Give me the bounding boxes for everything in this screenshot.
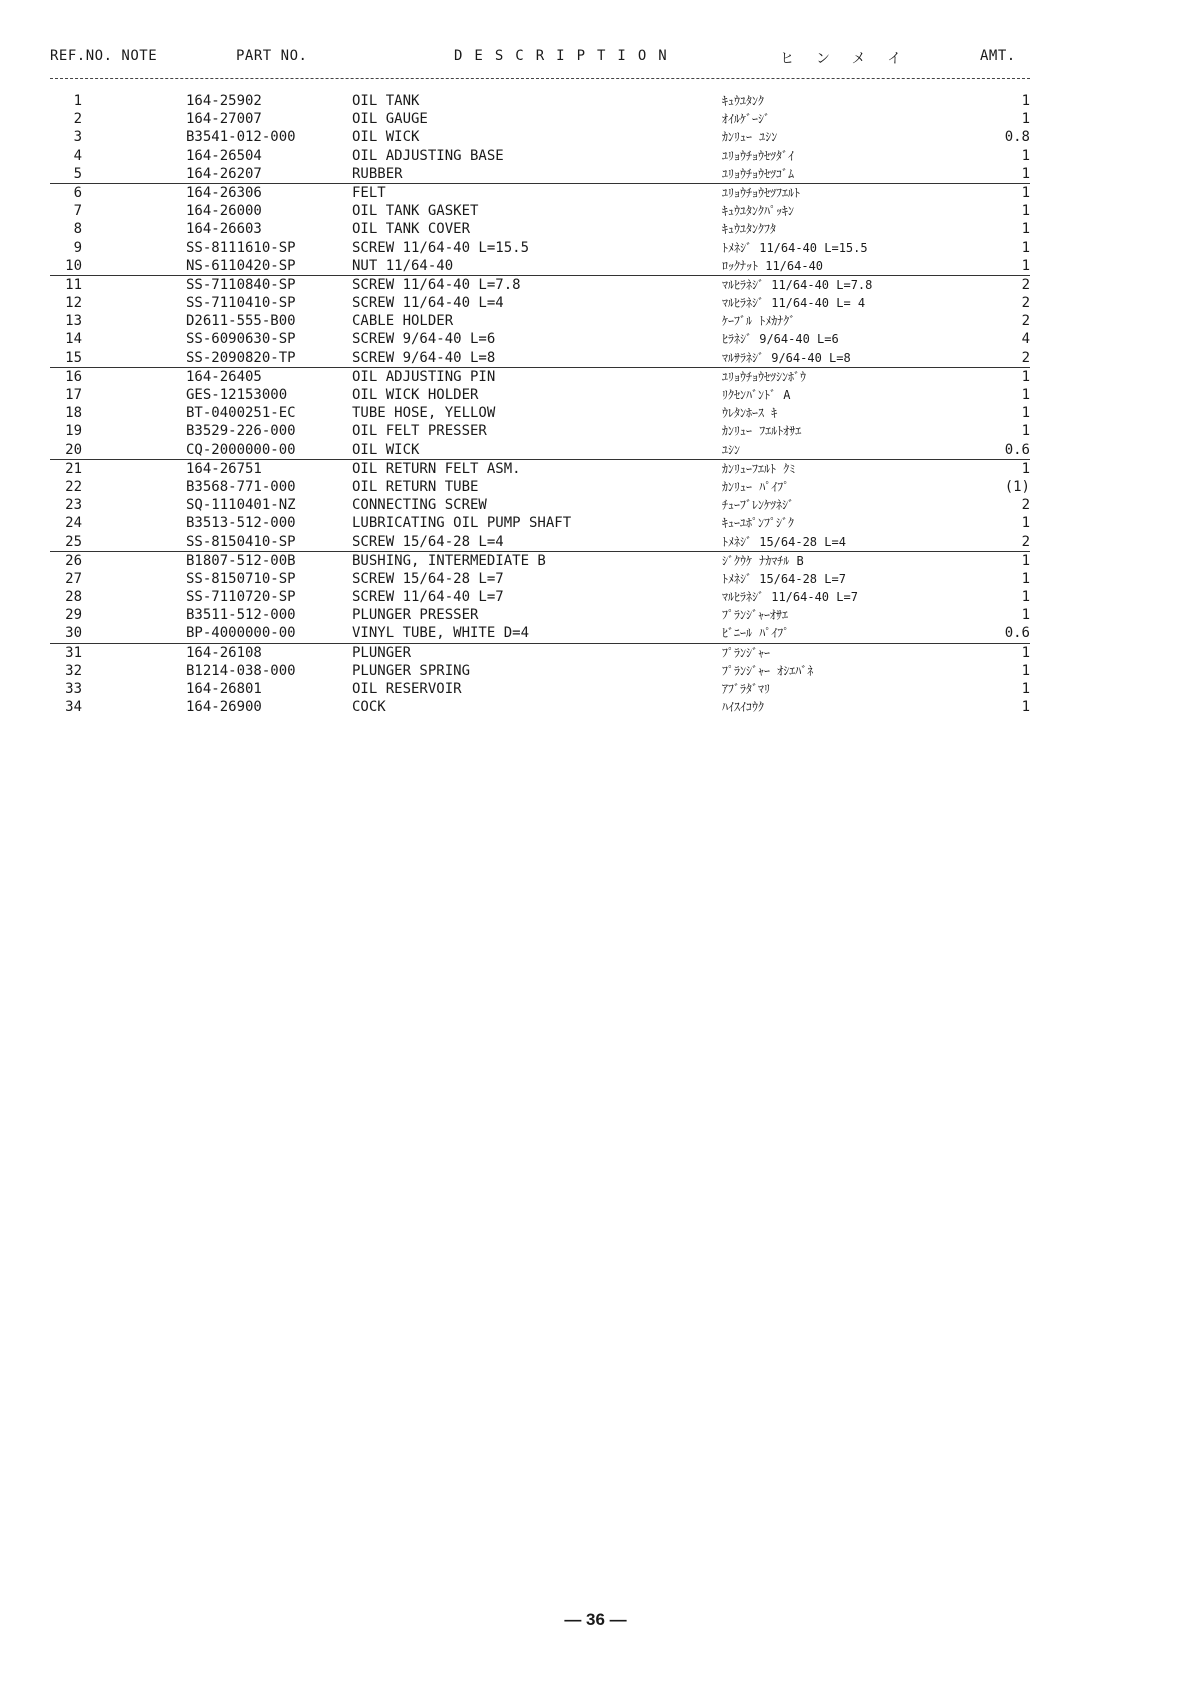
table-row bbox=[50, 624, 1030, 643]
amount: 1 bbox=[1021, 184, 1030, 201]
table-row bbox=[50, 460, 1030, 478]
ref-number: 18 bbox=[65, 405, 82, 422]
table-row bbox=[50, 644, 1030, 662]
amount: 1 bbox=[1021, 681, 1030, 697]
ref-number: 16 bbox=[65, 368, 82, 385]
description: SCREW 11/64-40 L=7 bbox=[352, 589, 504, 606]
part-number: 164-26801 bbox=[186, 681, 262, 697]
amount: 1 bbox=[1021, 165, 1030, 182]
header-amt: AMT. bbox=[980, 48, 1016, 64]
kana-name: ｶﾝﾘｭｰ ﾊﾟｲﾌﾟ bbox=[722, 479, 790, 494]
table-row bbox=[50, 588, 1030, 606]
part-number: BP-4000000-00 bbox=[186, 625, 296, 642]
table-row bbox=[50, 680, 1030, 698]
part-number: SS-7110840-SP bbox=[186, 276, 296, 293]
amount: 1 bbox=[1021, 239, 1030, 256]
kana-name: ﾕﾘｮｳﾁｮｳｾﾂｺﾞﾑ bbox=[722, 166, 795, 181]
kana-name: ｶﾝﾘｭｰﾌｴﾙﾄ ｸﾐ bbox=[722, 461, 796, 476]
ref-number: 3 bbox=[73, 129, 82, 146]
description: RUBBER bbox=[352, 165, 403, 182]
description: SCREW 15/64-28 L=7 bbox=[352, 570, 504, 587]
kana-name: ﾘｸｾﾝﾊﾞﾝﾄﾞ A bbox=[722, 388, 791, 402]
part-number: SS-2090820-TP bbox=[186, 349, 296, 366]
amount: 0.8 bbox=[1004, 129, 1030, 146]
amount: 1 bbox=[1021, 147, 1030, 164]
part-number: 164-26306 bbox=[186, 184, 262, 201]
description: SCREW 11/64-40 L=15.5 bbox=[352, 239, 530, 256]
kana-name: ﾕﾘｮｳﾁｮｳｾﾂｼﾝﾎﾞｳ bbox=[722, 369, 807, 384]
table-row bbox=[50, 239, 1030, 257]
part-number: B3529-226-000 bbox=[186, 423, 296, 440]
ref-number: 17 bbox=[65, 387, 82, 403]
kana-name: ｳﾚﾀﾝﾎｰｽ ｷ bbox=[722, 406, 778, 421]
header-description: DESCRIPTION bbox=[454, 48, 679, 64]
part-number: B3541-012-000 bbox=[186, 129, 296, 146]
table-row bbox=[50, 386, 1030, 404]
description: LUBRICATING OIL PUMP SHAFT bbox=[352, 515, 572, 532]
kana-name: ﾄﾒﾈｼﾞ 15/64-28 L=4 bbox=[722, 534, 846, 549]
kana-name: ﾕｼﾝ bbox=[722, 442, 741, 457]
ref-number: 29 bbox=[65, 607, 82, 624]
kana-name: ｷｭｳﾕﾀﾝｸﾌﾀ bbox=[722, 222, 777, 237]
table-row bbox=[50, 404, 1030, 422]
part-number: SS-7110720-SP bbox=[186, 589, 296, 606]
parts-table bbox=[50, 92, 1030, 716]
part-number: BT-0400251-EC bbox=[186, 405, 296, 422]
kana-name: ﾁｭｰﾌﾞﾚﾝｹﾂﾈｼﾞ bbox=[722, 498, 795, 513]
kana-name: ｱﾌﾞﾗﾀﾞﾏﾘ bbox=[722, 682, 771, 696]
header-ref-note: REF.NO. NOTE bbox=[50, 48, 158, 64]
ref-number: 8 bbox=[73, 221, 82, 238]
table-row bbox=[50, 202, 1030, 220]
amount: 2 bbox=[1021, 276, 1030, 293]
description: OIL FELT PRESSER bbox=[352, 423, 487, 440]
amount: 1 bbox=[1021, 552, 1030, 569]
description: OIL WICK HOLDER bbox=[352, 387, 479, 403]
table-row bbox=[50, 368, 1030, 386]
header-part-no: PART NO. bbox=[236, 48, 308, 64]
kana-name: ﾛｯｸﾅｯﾄ 11/64-40 bbox=[722, 258, 824, 273]
description: OIL TANK COVER bbox=[352, 221, 471, 238]
part-number: 164-26751 bbox=[186, 460, 262, 477]
part-number: 164-26603 bbox=[186, 221, 262, 238]
ref-number: 9 bbox=[73, 239, 82, 256]
description: OIL WICK bbox=[352, 129, 420, 146]
kana-name: ﾋﾞﾆｰﾙ ﾊﾟｲﾌﾟ bbox=[722, 626, 790, 641]
table-row bbox=[50, 422, 1030, 440]
part-number: GES-12153000 bbox=[186, 387, 288, 403]
description: OIL TANK GASKET bbox=[352, 203, 479, 220]
table-row bbox=[50, 128, 1030, 146]
amount: 1 bbox=[1021, 570, 1030, 587]
description: SCREW 9/64-40 L=8 bbox=[352, 349, 496, 366]
table-row bbox=[50, 257, 1030, 276]
part-number: SS-7110410-SP bbox=[186, 295, 296, 312]
table-header bbox=[50, 48, 1030, 72]
part-number: NS-6110420-SP bbox=[186, 257, 296, 274]
ref-number: 6 bbox=[73, 184, 82, 201]
amount: 1 bbox=[1021, 607, 1030, 624]
part-number: B1807-512-00B bbox=[186, 552, 296, 569]
description: BUSHING, INTERMEDIATE B bbox=[352, 552, 546, 569]
ref-number: 30 bbox=[65, 625, 82, 642]
ref-number: 11 bbox=[65, 276, 82, 293]
amount: 0.6 bbox=[1004, 625, 1030, 642]
amount: 2 bbox=[1021, 313, 1030, 330]
description: COCK bbox=[352, 699, 386, 716]
description: SCREW 15/64-28 L=4 bbox=[352, 533, 504, 550]
kana-name: ﾌﾟﾗﾝｼﾞｬｰｵｻｴ bbox=[722, 608, 789, 623]
amount: 1 bbox=[1021, 515, 1030, 532]
table-row bbox=[50, 514, 1030, 532]
table-row bbox=[50, 147, 1030, 165]
part-number: SS-8111610-SP bbox=[186, 239, 296, 256]
header-divider bbox=[50, 78, 1030, 79]
ref-number: 25 bbox=[65, 533, 82, 550]
description: SCREW 11/64-40 L=7.8 bbox=[352, 276, 521, 293]
part-number: SS-8150710-SP bbox=[186, 570, 296, 587]
amount: 1 bbox=[1021, 589, 1030, 606]
description: OIL RETURN TUBE bbox=[352, 478, 479, 495]
description: PLUNGER SPRING bbox=[352, 662, 471, 679]
part-number: CQ-2000000-00 bbox=[186, 441, 296, 458]
amount: 1 bbox=[1021, 423, 1030, 440]
part-number: B1214-038-000 bbox=[186, 662, 296, 679]
kana-name: ﾄﾒﾈｼﾞ 11/64-40 L=15.5 bbox=[722, 240, 868, 255]
table-row bbox=[50, 330, 1030, 348]
part-number: D2611-555-B00 bbox=[186, 313, 296, 330]
ref-number: 12 bbox=[65, 295, 82, 312]
ref-number: 33 bbox=[65, 681, 82, 697]
amount: 2 bbox=[1021, 533, 1030, 550]
description: FELT bbox=[352, 184, 386, 201]
description: OIL RETURN FELT ASM. bbox=[352, 460, 521, 477]
kana-name: ﾊｲｽｲｺｳｸ bbox=[722, 700, 765, 715]
part-number: 164-26000 bbox=[186, 203, 262, 220]
kana-name: ｷｭｰﾕﾎﾟﾝﾌﾟｼﾞｸ bbox=[722, 516, 795, 531]
table-row bbox=[50, 184, 1030, 202]
ref-number: 20 bbox=[65, 441, 82, 458]
amount: 1 bbox=[1021, 221, 1030, 238]
ref-number: 13 bbox=[65, 313, 82, 330]
part-number: 164-26207 bbox=[186, 165, 262, 182]
table-row bbox=[50, 165, 1030, 184]
ref-number: 7 bbox=[73, 203, 82, 220]
table-row bbox=[50, 276, 1030, 294]
table-row bbox=[50, 606, 1030, 624]
description: VINYL TUBE, WHITE D=4 bbox=[352, 625, 530, 642]
part-number: B3568-771-000 bbox=[186, 478, 296, 495]
amount: 2 bbox=[1021, 295, 1030, 312]
amount: 1 bbox=[1021, 93, 1030, 109]
kana-name: ﾄﾒﾈｼﾞ 15/64-28 L=7 bbox=[722, 571, 846, 586]
table-row bbox=[50, 698, 1030, 716]
kana-name: ﾏﾙｻﾗﾈｼﾞ 9/64-40 L=8 bbox=[722, 350, 851, 365]
ref-number: 22 bbox=[65, 478, 82, 495]
ref-number: 34 bbox=[65, 699, 82, 716]
table-row bbox=[50, 312, 1030, 330]
kana-name: ｵｲﾙｹﾞｰｼﾞ bbox=[722, 112, 771, 127]
ref-number: 5 bbox=[73, 165, 82, 182]
part-number: 164-26405 bbox=[186, 368, 262, 385]
part-number: SQ-1110401-NZ bbox=[186, 497, 296, 514]
table-row bbox=[50, 92, 1030, 110]
table-row bbox=[50, 570, 1030, 588]
kana-name: ﾏﾙﾋﾗﾈｼﾞ 11/64-40 L= 4 bbox=[722, 296, 866, 311]
description: OIL WICK bbox=[352, 441, 420, 458]
description: NUT 11/64-40 bbox=[352, 257, 454, 274]
amount: 1 bbox=[1021, 257, 1030, 274]
table-row bbox=[50, 220, 1030, 238]
table-row bbox=[50, 294, 1030, 312]
description: OIL ADJUSTING PIN bbox=[352, 368, 496, 385]
ref-number: 21 bbox=[65, 460, 82, 477]
part-number: 164-26108 bbox=[186, 644, 262, 661]
kana-name: ﾕﾘｮｳﾁｮｳｾﾂﾀﾞｲ bbox=[722, 148, 795, 163]
kana-name: ｶﾝﾘｭｰ ﾕｼﾝ bbox=[722, 130, 778, 145]
description: OIL GAUGE bbox=[352, 111, 428, 128]
kana-name: ﾏﾙﾋﾗﾈｼﾞ 11/64-40 L=7.8 bbox=[722, 277, 873, 292]
ref-number: 32 bbox=[65, 662, 82, 679]
description: SCREW 9/64-40 L=6 bbox=[352, 331, 496, 348]
amount: 2 bbox=[1021, 497, 1030, 514]
table-row bbox=[50, 478, 1030, 496]
page-number: — 36 — bbox=[564, 1610, 627, 1629]
ref-number: 14 bbox=[65, 331, 82, 348]
amount: 1 bbox=[1021, 368, 1030, 385]
description: SCREW 11/64-40 L=4 bbox=[352, 295, 504, 312]
amount: 0.6 bbox=[1004, 441, 1030, 458]
part-number: 164-26504 bbox=[186, 147, 262, 164]
ref-number: 26 bbox=[65, 552, 82, 569]
description: PLUNGER PRESSER bbox=[352, 607, 479, 624]
ref-number: 1 bbox=[73, 93, 82, 109]
amount: 1 bbox=[1021, 387, 1030, 403]
description: OIL ADJUSTING BASE bbox=[352, 147, 504, 164]
ref-number: 31 bbox=[65, 644, 82, 661]
ref-number: 10 bbox=[65, 257, 82, 274]
amount: (1) bbox=[1004, 478, 1030, 495]
ref-number: 27 bbox=[65, 570, 82, 587]
description: TUBE HOSE, YELLOW bbox=[352, 405, 496, 422]
kana-name: ﾌﾟﾗﾝｼﾞｬｰ ｵｼｴﾊﾞﾈ bbox=[722, 663, 814, 678]
amount: 1 bbox=[1021, 699, 1030, 716]
kana-name: ｹｰﾌﾞﾙ ﾄﾒｶﾅｸﾞ bbox=[722, 314, 796, 329]
ref-number: 28 bbox=[65, 589, 82, 606]
table-row bbox=[50, 349, 1030, 368]
kana-name: ﾏﾙﾋﾗﾈｼﾞ 11/64-40 L=7 bbox=[722, 590, 858, 605]
amount: 1 bbox=[1021, 111, 1030, 128]
amount: 1 bbox=[1021, 662, 1030, 679]
table-row bbox=[50, 662, 1030, 680]
description: CABLE HOLDER bbox=[352, 313, 454, 330]
ref-number: 24 bbox=[65, 515, 82, 532]
amount: 2 bbox=[1021, 349, 1030, 366]
table-row bbox=[50, 496, 1030, 514]
amount: 1 bbox=[1021, 644, 1030, 661]
amount: 1 bbox=[1021, 405, 1030, 422]
amount: 1 bbox=[1021, 460, 1030, 477]
part-number: 164-25902 bbox=[186, 93, 262, 109]
kana-name: ﾋﾗﾈｼﾞ 9/64-40 L=6 bbox=[722, 332, 839, 347]
kana-name: ｼﾞｸｳｹ ﾅｶﾏﾁﾙ B bbox=[722, 553, 804, 568]
ref-number: 2 bbox=[73, 111, 82, 128]
table-row bbox=[50, 441, 1030, 460]
ref-number: 23 bbox=[65, 497, 82, 514]
description: CONNECTING SCREW bbox=[352, 497, 487, 514]
header-kana: ヒンメイ bbox=[780, 51, 924, 67]
ref-number: 19 bbox=[65, 423, 82, 440]
amount: 1 bbox=[1021, 203, 1030, 220]
part-number: B3513-512-000 bbox=[186, 515, 296, 532]
table-row bbox=[50, 552, 1030, 570]
kana-name: ﾌﾟﾗﾝｼﾞｬｰ bbox=[722, 645, 771, 660]
ref-number: 15 bbox=[65, 349, 82, 366]
part-number: 164-27007 bbox=[186, 111, 262, 128]
table-row bbox=[50, 533, 1030, 552]
kana-name: ｶﾝﾘｭｰ ﾌｴﾙﾄｵｻｴ bbox=[722, 424, 802, 439]
kana-name: ﾕﾘｮｳﾁｮｳｾﾂﾌｴﾙﾄ bbox=[722, 185, 801, 200]
part-number: B3511-512-000 bbox=[186, 607, 296, 624]
ref-number: 4 bbox=[73, 147, 82, 164]
description: OIL RESERVOIR bbox=[352, 681, 462, 697]
description: OIL TANK bbox=[352, 93, 420, 109]
table-row bbox=[50, 110, 1030, 128]
part-number: SS-8150410-SP bbox=[186, 533, 296, 550]
part-number: SS-6090630-SP bbox=[186, 331, 296, 348]
part-number: 164-26900 bbox=[186, 699, 262, 716]
amount: 4 bbox=[1021, 331, 1030, 348]
kana-name: ｷｭｳﾕﾀﾝｸﾊﾟｯｷﾝ bbox=[722, 204, 795, 219]
description: PLUNGER bbox=[352, 644, 412, 661]
kana-name: ｷｭｳﾕﾀﾝｸ bbox=[722, 94, 765, 108]
